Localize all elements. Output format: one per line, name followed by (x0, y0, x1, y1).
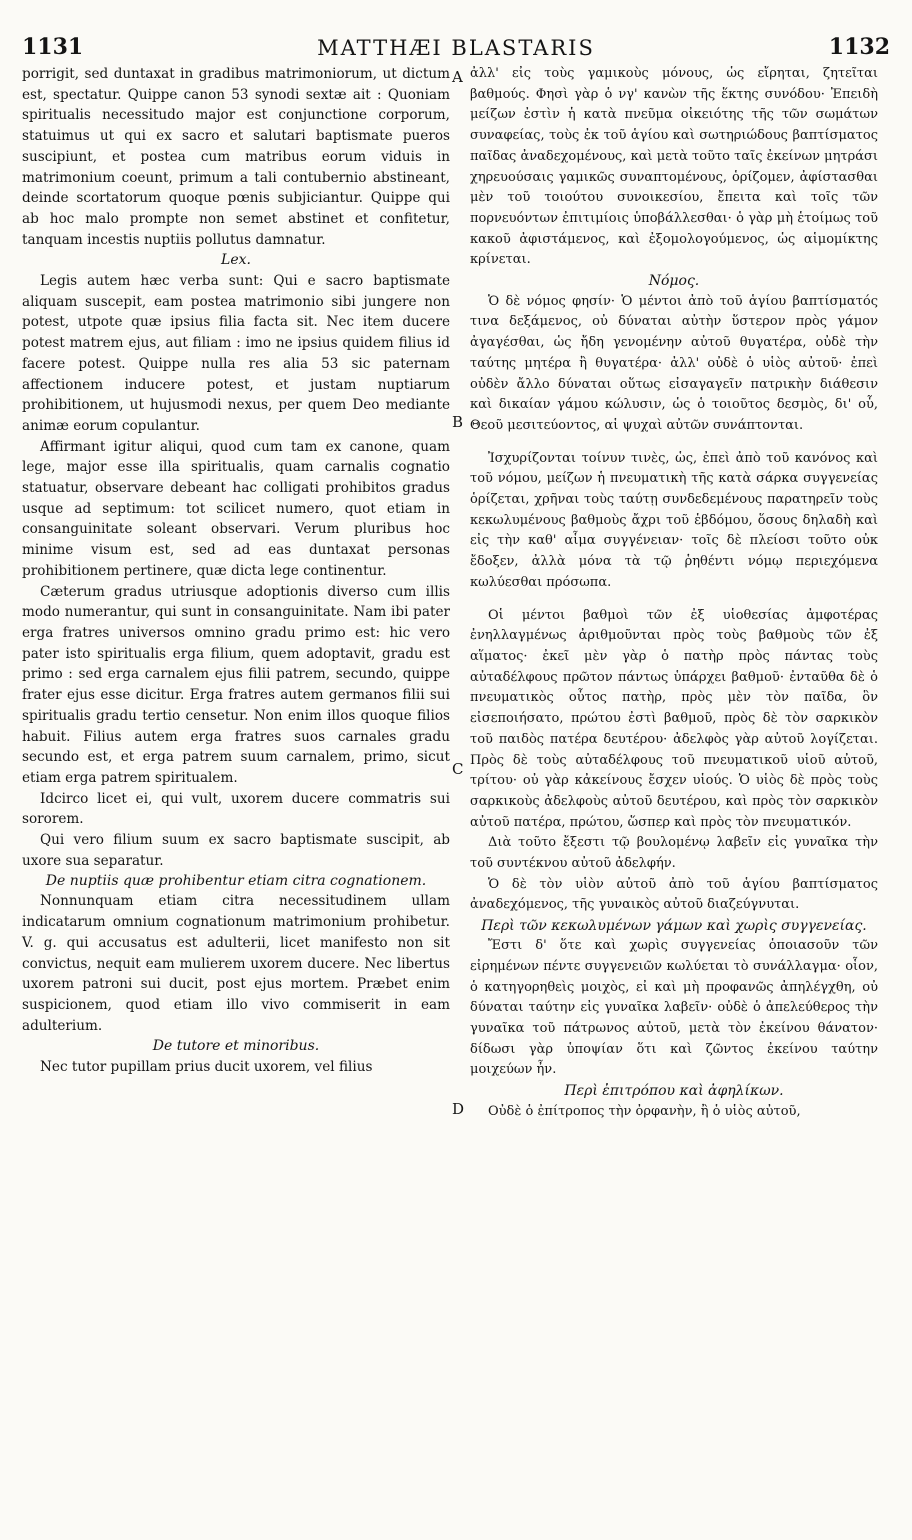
margin-marker-a: A (452, 68, 463, 86)
greek-heading-epitropou: Περὶ ἐπιτρόπου καὶ ἀφηλίκων. (564, 1083, 784, 1100)
latin-paragraph-7: Nonnunquam etiam citra necessitudinem ullam indicatarum omnium cognationum matrimonium prohibetur. V. g. qui accusatus est adulterii, licet manifesto non sit convictus, nequit eam mulierem uxorem ducere. Nec libertus uxorem patroni sui ducit, post ejus mortem. Præbet enim suspicionem, quod etiam illo vivo commiserit in eam adulterium. (22, 893, 450, 1034)
margin-marker-c: C (452, 760, 464, 778)
greek-heading-gamon: Περὶ τῶν κεκωλυμένων γάμων καὶ χωρὶς συγγενείας. (481, 918, 867, 935)
latin-heading-lex: Lex. (221, 252, 251, 269)
greek-paragraph-1: ἀλλ' εἰς τοὺς γαμικοὺς μόνους, ὡς εἴρηται, ζητεῖται βαθμούς. Φησὶ γὰρ ὁ νγ' κανὼν τῆς ἕκτης συνόδου· Ἐπειδὴ μείζων ἐστὶν ἡ κατὰ πνεῦμα οἰκειότης τῆς τῶν σωμάτων συναφείας, τοὺς ἐκ τοῦ ἁγίου καὶ σωτηριώδους βαπτίσματος παῖδας ἀναδεχομένους, καὶ μετὰ τοῦτο ταῖς ἐκείνων μητράσι χηρευούσαις γαμικῶς συναπτομένους, ὁρίζομεν, ἀφίστασθαι μὲν τοῦ τοιούτου συνοικεσίου, ἔπειτα καὶ τοῖς τῶν πορνευόντων ἐπιτιμίοις ὑποβάλλεσθαι· ὁ γὰρ μὴ ἑτοίμως τοῦ κακοῦ ἀφιστάμενος, καὶ ἐξομολογούμενος, ὡς αἱμομίκτης κρίνεται. (470, 66, 878, 268)
latin-paragraph-5: Idcirco licet ei, qui vult, uxorem ducere commatris sui sororem. (22, 790, 450, 828)
greek-paragraph-5: Διὰ τοῦτο ἔξεστι τῷ βουλομένῳ λαβεῖν εἰς γυναῖκα τὴν τοῦ συντέκνου αὐτοῦ ἀδελφήν. (470, 835, 878, 872)
greek-paragraph-8: Οὐδὲ ὁ ἐπίτροπος τὴν ὀρφανὴν, ἢ ὁ υἱὸς αὐτοῦ, (488, 1103, 801, 1119)
running-header (22, 34, 890, 64)
latin-column (22, 64, 450, 1078)
margin-marker-d: D (452, 1100, 465, 1118)
margin-marker-b: B (452, 413, 464, 431)
greek-heading-nomos: Νόμος. (648, 273, 700, 290)
greek-paragraph-7: Ἔστι δ' ὅτε καὶ χωρὶς συγγενείας ὁποιασοῦν τῶν εἰρημένων πέντε συγγενειῶν κωλύεται τὸ συνάλλαγμα· οἷον, ὁ κατηγορηθεὶς μοιχὸς, εἰ καὶ μὴ προφανῶς ἀπηλέγχθη, οὐ δύναται ταύτην εἰς γυναῖκα λαβεῖν· οὐδὲ ὁ ἀπελεύθερος τὴν γυναῖκα τοῦ πάτρωνος αὐτοῦ, μετὰ τὸν ἐκείνου θάνατον· δίδωσι γὰρ ὑποψίαν ὅτι καὶ ζῶντος ἐκείνου ταύτην μοιχεύων ἦν. (470, 938, 878, 1078)
latin-paragraph-3: Affirmant igitur aliqui, quod cum tam ex canone, quam lege, major esse illa spiritualis, quam carnalis cognatio statuatur, observare debeant hac colligati prohibitos gradus usque ad septimum: tot scilicet numero, quot etiam in consanguinitate soleant observari. Verum pluribus hoc minime visum est, sed ad eas duntaxat personas prohibitionem pertinere, quæ dicta lege continentur. (22, 438, 450, 579)
latin-paragraph-1: porrigit, sed duntaxat in gradibus matrimoniorum, ut dictum est, spectatur. Quippe canon 53 synodi sextæ ait : Quoniam spiritualis necessitudo major est conjunctione corporum, statuimus ut qui ex sacro et salutari baptismate pueros suscipiunt, et postea cum matribus eorum viduis in matrimonium coeunt, primum a tali contubernio abstineant, deinde scortatorum quoque pœnis subjiciantur. Quippe qui ab hoc malo prompte non semet abstinet et confitetur, tanquam incestis nuptiis pollutus damnatur. (22, 66, 450, 248)
latin-paragraph-2: Legis autem hæc verba sunt: Qui e sacro baptismate aliquam suscepit, eam postea matrimonio sibi jungere non potest, utpote quæ ipsius filia facta sit. Nec item ducere potest matrem ejus, aut filiam : imo ne ipsius quidem filius id facere potest. Quippe nulla res alia 53 sic paternam affectionem inducere potest, et justam nuptiarum prohibitionem, ut hujusmodi nexus, per quem Deo mediante animæ eorum copulantur. (22, 273, 450, 434)
greek-paragraph-3: Ἰσχυρίζονται τοίνυν τινὲς, ὡς, ἐπεὶ ἀπὸ τοῦ κανόνος καὶ τοῦ νόμου, μείζων ἡ πνευματικὴ τῆς κατὰ σάρκα συγγενείας ὁρίζεται, χρῆναι τοὺς ταύτῃ συνδεδεμένους παρατηρεῖν τοὺς κεκωλυμένους βαθμοὺς ἄχρι τοῦ ἑβδόμου, ὅσους δηλαδὴ καὶ εἰς τὴν καθ' αἷμα συγγένειαν· τοῖς δὲ πλείοσι τοῦτο οὐκ ἔδοξεν, ἀλλὰ μόνα τὰ τῷ ῥηθέντι νόμῳ περιεχόμενα κωλύεσθαι πρόσωπα. (470, 450, 878, 590)
greek-column (470, 64, 878, 1122)
page-number-left: 1131 (22, 34, 84, 60)
latin-heading-nuptiis: De nuptiis quæ prohibentur etiam citra cognationem. (45, 873, 427, 890)
page-number-right: 1132 (828, 34, 890, 60)
greek-paragraph-2: Ὁ δὲ νόμος φησίν· Ὁ μέντοι ἀπὸ τοῦ ἁγίου βαπτίσματός τινα δεξάμενος, οὐ δύναται αὐτὴν ὕστερον πρὸς γάμον ἀγαγέσθαι, ὡς ἤδη γενομένην αὐτοῦ θυγατέρα, οὐδὲ τὴν ταύτης μητέρα ἢ θυγατέρα· ἀλλ' οὐδὲ ὁ υἱὸς αὐτοῦ· ἐπεὶ οὐδὲν ἄλλο δύναται οὕτως εἰσαγαγεῖν πατρικὴν διάθεσιν καὶ δικαίαν γάμου κώλυσιν, ὡς ὁ τοιοῦτος δεσμὸς, δι' οὗ, Θεοῦ μεσιτεύοντος, αἱ ψυχαὶ αὐτῶν συνάπτονται. (470, 293, 878, 433)
latin-heading-tutore: De tutore et minoribus. (152, 1038, 320, 1055)
greek-paragraph-4: Οἱ μέντοι βαθμοὶ τῶν ἐξ υἱοθεσίας ἀμφοτέρας ἐνηλλαγμένως ἀριθμοῦνται πρὸς τοὺς βαθμοὺς τῶν ἐξ αἵματος· ἐκεῖ μὲν γὰρ ὁ πατὴρ πρὸς πάντας τοὺς αὐταδέλφους πρῶτον πάντως ὑπάρχει βαθμοῦ· ἐνταῦθα δὲ ὁ πνευματικὸς οὗτος πατὴρ, πρὸς μὲν τὸν παῖδα, ὃν εἰσεποιήσατο, πρώτου ἐστὶ βαθμοῦ, πρὸς δὲ τὸν σαρκικὸν τοῦ παιδὸς πατέρα δευτέρου· ἀδελφὸς γὰρ αὐτοῦ λογίζεται. Πρὸς δὲ τοὺς αὐταδέλφους τοῦ πνευματικοῦ υἱοῦ αὐτοῦ, τρίτου· οὐ γὰρ κἀκείνους ἔσχεν υἱούς. Ὁ υἱὸς δὲ πρὸς τοὺς σαρκικοὺς ἀδελφοὺς αὐτοῦ δευτέρου, καὶ πρὸς τὸν σαρκικὸν αὐτοῦ πατέρα, πρώτου, ὥσπερ καὶ πρὸς τὸν πνευματικόν. (470, 607, 878, 830)
greek-paragraph-6: Ὁ δὲ τὸν υἱὸν αὐτοῦ ἀπὸ τοῦ ἁγίου βαπτίσματος ἀναδεχόμενος, τῆς γυναικὸς αὐτοῦ διαζεύγνυται. (470, 876, 878, 913)
latin-paragraph-8: Nec tutor pupillam prius ducit uxorem, vel filius (40, 1059, 373, 1076)
running-title: MATTHÆI BLASTARIS (317, 36, 595, 60)
latin-paragraph-4: Cæterum gradus utriusque adoptionis diverso cum illis modo numerantur, qui sunt in consanguinitate. Nam ibi pater erga fratres universos omnino gradu primo est: hic vero pater isto spiritualis erga filium, quem adoptavit, gradu est primo : sed erga carnalem ejus filii patrem, secundo, quippe frater ejus esse dicitur. Erga fratres autem germanos filii sui spiritualis gradu tertio censetur. Non enim illos quoque filios habuit. Filius autem erga fratres suos carnales gradu secundo est, et erga patrem suum carnalem, primo, sicut etiam erga patrem spiritualem. (22, 583, 450, 786)
latin-paragraph-6: Qui vero filium suum ex sacro baptismate suscipit, ab uxore sua separatur. (22, 832, 450, 869)
